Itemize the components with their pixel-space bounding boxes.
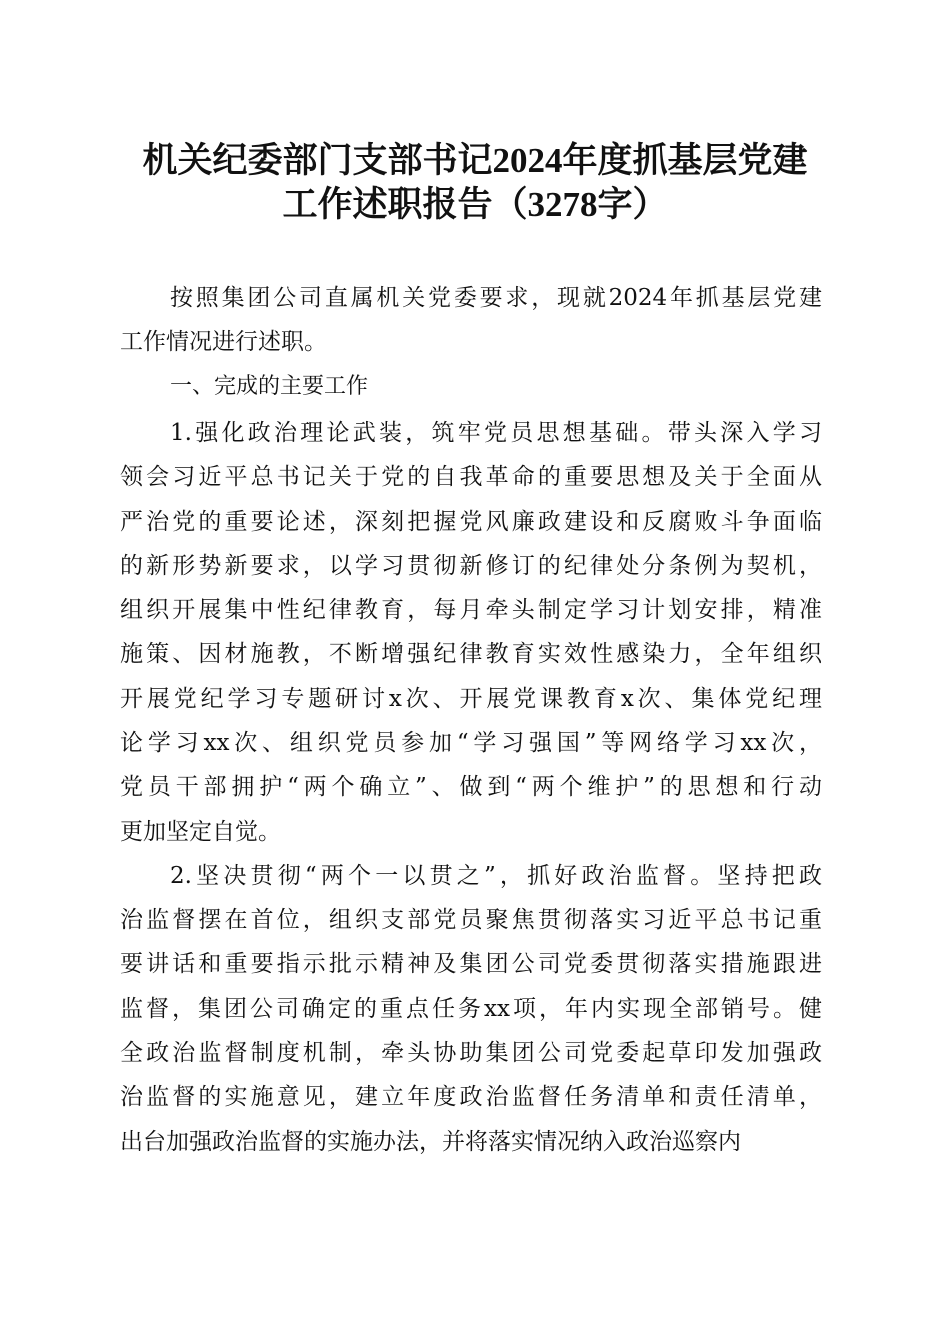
paragraph-line: 党员干部拥护“两个确立”、做到“两个维护”的思想和行动 bbox=[120, 774, 822, 800]
paragraph-line: 出台加强政治监督的实施办法，并将落实情况纳入政治巡察内 bbox=[120, 1129, 741, 1155]
section-heading: 一、完成的主要工作 bbox=[170, 374, 369, 399]
document-title-line: 机关纪委部门支部书记2024年度抓基层党建 bbox=[142, 141, 808, 180]
paragraph-line: 治监督摆在首位，组织支部党员聚焦贯彻落实习近平总书记重 bbox=[120, 907, 822, 933]
paragraph-line: 工作情况进行述职。 bbox=[120, 329, 327, 355]
paragraph-line: 要讲话和重要指示批示精神及集团公司党委贯彻落实措施跟进 bbox=[120, 951, 822, 977]
paragraph-line: 的新形势新要求，以学习贯彻新修订的纪律处分条例为契机， bbox=[120, 553, 822, 579]
paragraph-line: 论学习xx次、组织党员参加“学习强国”等网络学习xx次， bbox=[120, 730, 822, 756]
paragraph-line: 施策、因材施教，不断增强纪律教育实效性感染力，全年组织 bbox=[120, 641, 822, 667]
paragraph-line: 开展党纪学习专题研讨x次、开展党课教育x次、集体党纪理 bbox=[120, 686, 822, 712]
paragraph-line: 监督，集团公司确定的重点任务xx项，年内实现全部销号。健 bbox=[120, 996, 822, 1022]
paragraph-line: 更加坚定自觉。 bbox=[120, 819, 281, 845]
paragraph-line: 领会习近平总书记关于党的自我革命的重要思想及关于全面从 bbox=[120, 464, 822, 490]
paragraph-line: 严治党的重要论述，深刻把握党风廉政建设和反腐败斗争面临 bbox=[120, 509, 822, 535]
document-title-line: 工作述职报告（3278字） bbox=[282, 185, 668, 224]
paragraph-line: 1.强化政治理论武装，筑牢党员思想基础。带头深入学习 bbox=[170, 420, 822, 446]
paragraph-line: 组织开展集中性纪律教育，每月牵头制定学习计划安排，精准 bbox=[120, 597, 822, 623]
paragraph-line: 治监督的实施意见，建立年度政治监督任务清单和责任清单， bbox=[120, 1084, 822, 1110]
paragraph-line: 全政治监督制度机制，牵头协助集团公司党委起草印发加强政 bbox=[120, 1040, 822, 1066]
paragraph-line: 2.坚决贯彻“两个一以贯之”，抓好政治监督。坚持把政 bbox=[170, 863, 822, 889]
paragraph-line: 按照集团公司直属机关党委要求，现就2024年抓基层党建 bbox=[170, 285, 822, 311]
